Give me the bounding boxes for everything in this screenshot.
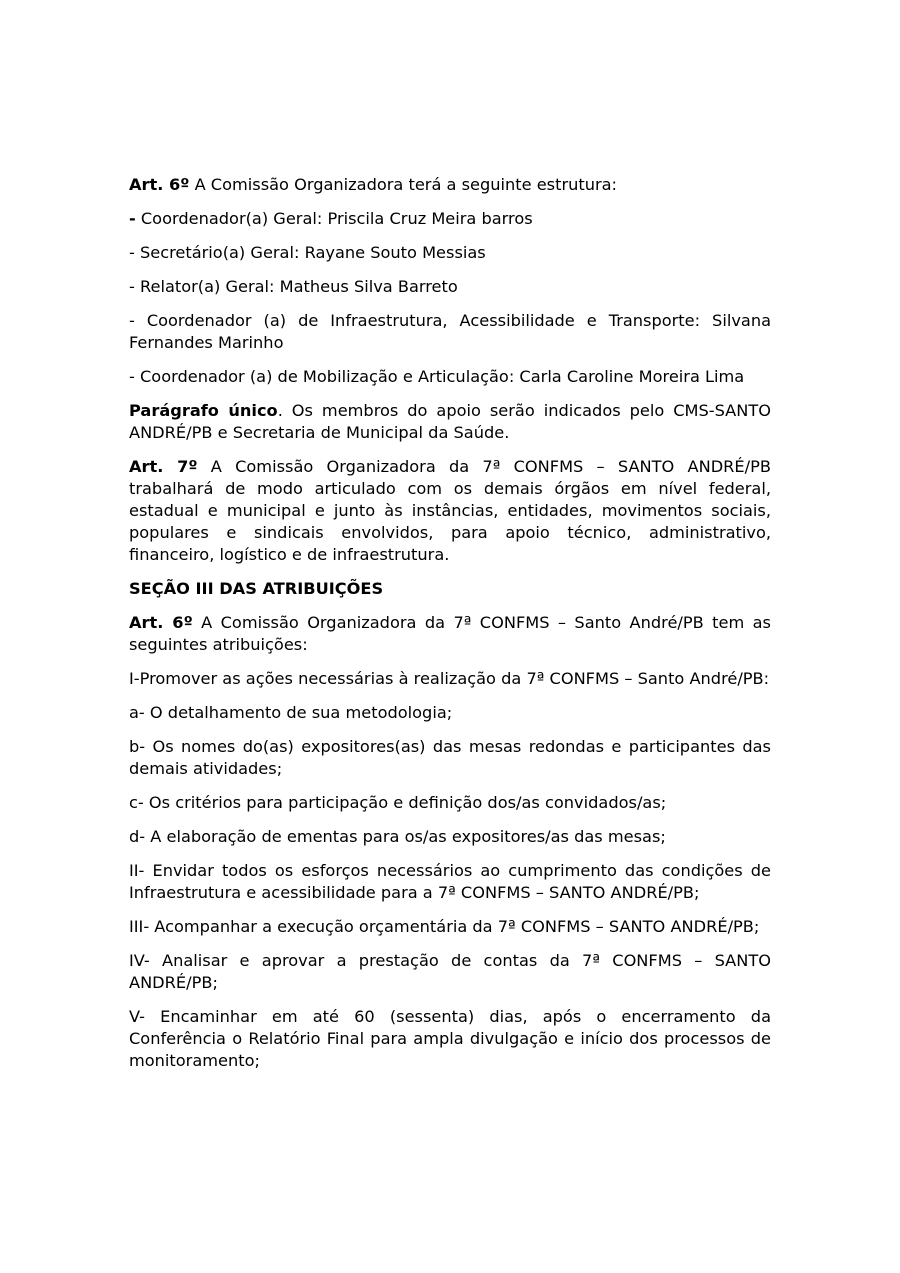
structure-secretario: - Secretário(a) Geral: Rayane Souto Messias	[129, 243, 486, 262]
structure-relator: - Relator(a) Geral: Matheus Silva Barreto	[129, 277, 458, 296]
art7-text: A Comissão Organizadora da 7ª CONFMS – SANTO ANDRÉ/PB trabalhará de modo articulado com os demais órgãos em nível federal, estadual e municipal e junto às instâncias, entidades, movimentos sociais, populares e sindicais envolvidos, para apoio técnico, administrativo, financeiro, logístico e de infraestrutura.	[129, 457, 771, 564]
document-page	[129, 174, 771, 1084]
paragrafo-label: Parágrafo único	[129, 401, 278, 420]
item-c: c- Os critérios para participação e definição dos/as convidados/as;	[129, 793, 667, 812]
structure-coord-geral-text: Coordenador(a) Geral: Priscila Cruz Meira barros	[135, 209, 533, 228]
art6b-text: A Comissão Organizadora da 7ª CONFMS – Santo André/PB tem as seguintes atribuições:	[129, 613, 771, 654]
structure-dash: -	[129, 209, 136, 228]
structure-coord-mobil: - Coordenador (a) de Mobilização e Articulação: Carla Caroline Moreira Lima	[129, 367, 745, 386]
section3-title: SEÇÃO III DAS ATRIBUIÇÕES	[129, 579, 384, 598]
art6-label: Art. 6º	[129, 175, 190, 194]
art7-paragraph	[129, 456, 771, 566]
item-i: I-Promover as ações necessárias à realização da 7ª CONFMS – Santo André/PB:	[129, 669, 770, 688]
art6b-paragraph	[129, 612, 771, 656]
paragrafo-text: . Os membros do apoio serão indicados pelo CMS-SANTO ANDRÉ/PB e Secretaria de Municipal da Saúde.	[129, 401, 771, 442]
item-a: a- O detalhamento de sua metodologia;	[129, 703, 453, 722]
structure-coord-infra: - Coordenador (a) de Infraestrutura, Acessibilidade e Transporte: Silvana Fernandes Marinho	[129, 311, 771, 352]
item-iii: III- Acompanhar a execução orçamentária da 7ª CONFMS – SANTO ANDRÉ/PB;	[129, 917, 760, 936]
art7-label: Art. 7º	[129, 457, 198, 476]
art6-text: A Comissão Organizadora terá a seguinte estrutura:	[189, 175, 618, 194]
art6-paragraph	[129, 174, 771, 196]
structure-coord-geral	[129, 208, 771, 230]
item-v: V- Encaminhar em até 60 (sessenta) dias, após o encerramento da Conferência o Relatório Final para ampla divulgação e início dos processos de monitoramento;	[129, 1007, 771, 1070]
item-ii: II- Envidar todos os esforços necessários ao cumprimento das condições de Infraestrutura e acessibilidade para a 7ª CONFMS – SANTO ANDRÉ/PB;	[129, 861, 771, 902]
paragrafo-unico	[129, 400, 771, 444]
item-iv: IV- Analisar e aprovar a prestação de contas da 7ª CONFMS – SANTO ANDRÉ/PB;	[129, 951, 771, 992]
item-b: b- Os nomes do(as) expositores(as) das mesas redondas e participantes das demais atividades;	[129, 737, 771, 778]
art6b-label: Art. 6º	[129, 613, 193, 632]
item-d: d- A elaboração de ementas para os/as expositores/as das mesas;	[129, 827, 666, 846]
